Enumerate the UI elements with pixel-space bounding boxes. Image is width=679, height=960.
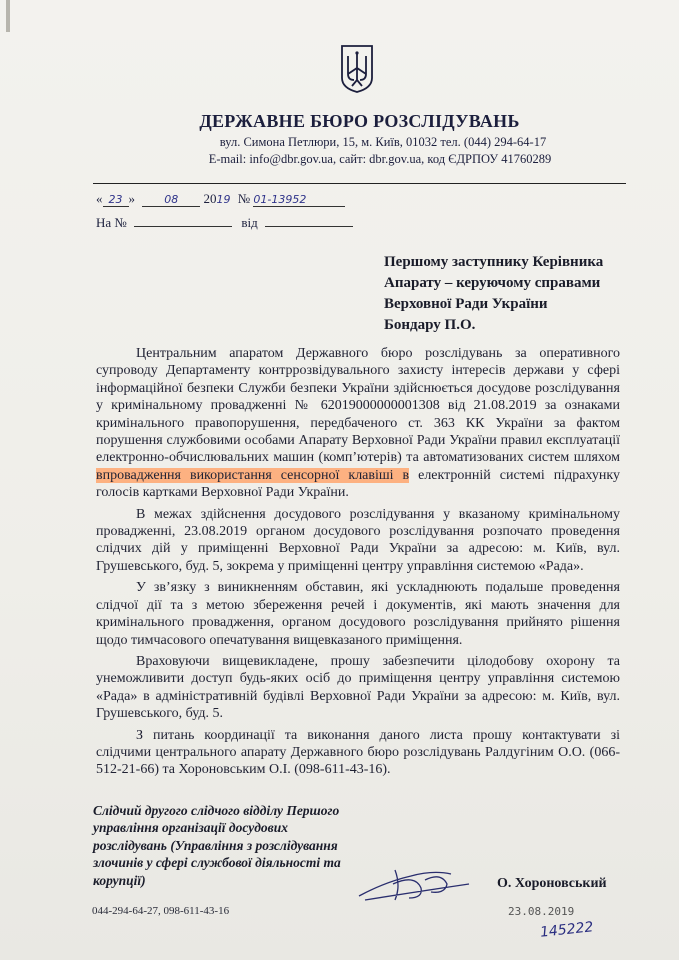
addressee-line-3: Верховної Ради України (384, 296, 548, 312)
addressee-line-2: Апарату – керуючому справами (384, 275, 601, 291)
addressee-line-1: Першому заступнику Керівника (384, 254, 604, 270)
addressee-line-4: Бондару П.О. (384, 317, 476, 333)
ref-from-label: від (241, 215, 258, 230)
reg-number-label: № (237, 191, 251, 206)
signatory-position: Слідчий другого слідчого відділу Першого управління організації досудових розслідувань (Управління з розслідування злочинів у сфері службової діяльності та корупції) (93, 803, 341, 888)
addressee-block (384, 252, 644, 336)
organization-name: ДЕРЖАВНЕ БЮРО РОЗСЛІДУВАНЬ (199, 111, 520, 131)
registration-line: « 23 » 08 2019 № 01-13952 (96, 191, 345, 207)
reg-year-suffix: 19 (216, 193, 231, 206)
receipt-stamp-date: 23.08.2019 (508, 905, 575, 918)
paragraph-3: У зв’язку з виникненням обставин, які ускладнюють подальше проведення слідчої дії та з метою збереження речей і документів, які мають значення для кримінального провадження, органом досудового розслідування прийнято рішення щодо тимчасового опечатування вищевказаного приміщення. (96, 580, 620, 648)
paragraph-2: В межах здійснення досудового розслідування у вказаному кримінальному провадженні, 23.08.2019 органом досудового розслідування розпочато проведення слідчих дій у приміщенні Верховної Ради України за адресою: м. Київ, вул. Грушевського, буд. 5, зокрема у приміщенні центру управління системою «Рада». (96, 506, 620, 574)
paragraph-1-text: Центральним апаратом Державного бюро розслідувань за оперативного супроводу Департаменту контррозвідувального захисту інтересів держави у сфері інформаційної безпеки Служби безпеки України здійснюється досудове розслідування у кримінальному провадженні № 62019000000001308 від 21.08.2019 за ознаками кримінального правопорушення, передбаченого ст. 363 КК України за фактом порушення службовими особами Апарату Верховної Ради України правил експлуатації електронно-обчислювальних машин (комп’ютерів) та автоматизованих систем шляхом (96, 346, 620, 466)
ref-number-blank (134, 226, 232, 227)
scan-edge-mark (6, 0, 10, 32)
letter-body (96, 345, 620, 779)
footer-phones: 044-294-64-27, 098-611-43-16 (92, 905, 230, 917)
reference-line (96, 215, 353, 231)
ref-label: На № (96, 215, 127, 230)
paragraph-4: Враховуючи вищевикладене, прошу забезпечити цілодобову охорону та унеможливити доступ будь-яких осіб до приміщення центру управління системою «Рада» в адміністративній будівлі Верховної Ради України за адресою: м. Київ, вул. Грушевського, буд. 5. (96, 653, 620, 722)
ref-date-blank (265, 226, 353, 227)
paragraph-1-tail: електронній системі підрахунку голосів картками Верховної Ради України. (96, 467, 620, 501)
reg-year-prefix: 20 (203, 191, 217, 206)
organization-address: вул. Симона Петлюри, 15, м. Київ, 01032 тел. (044) 294-64-17 (219, 135, 547, 149)
paragraph-1 (96, 345, 620, 502)
reg-month: 08 (142, 193, 200, 207)
incoming-number: 145222 (539, 919, 595, 941)
organization-contacts: E-mail: info@dbr.gov.ua, сайт: dbr.gov.ua, код ЄДРПОУ 41760289 (208, 152, 552, 166)
signatory-name: О. Хороновський (497, 876, 607, 891)
reg-day: 23 (103, 193, 129, 207)
trident-coat-of-arms-icon (340, 44, 374, 94)
reg-number: 01-13952 (253, 193, 345, 207)
handwritten-signature (355, 862, 475, 906)
highlighted-phrase: впровадження використання сенсорної клавіші в (96, 467, 410, 483)
header-divider (93, 183, 626, 184)
paragraph-5: З питань координації та виконання даного листа прошу контактувати зі слідчими центрального апарату Державного бюро розслідувань Ралдугіним О.О. (066-512-21-66) та Хороновським О.І. (098-611-43-16). (96, 727, 620, 778)
